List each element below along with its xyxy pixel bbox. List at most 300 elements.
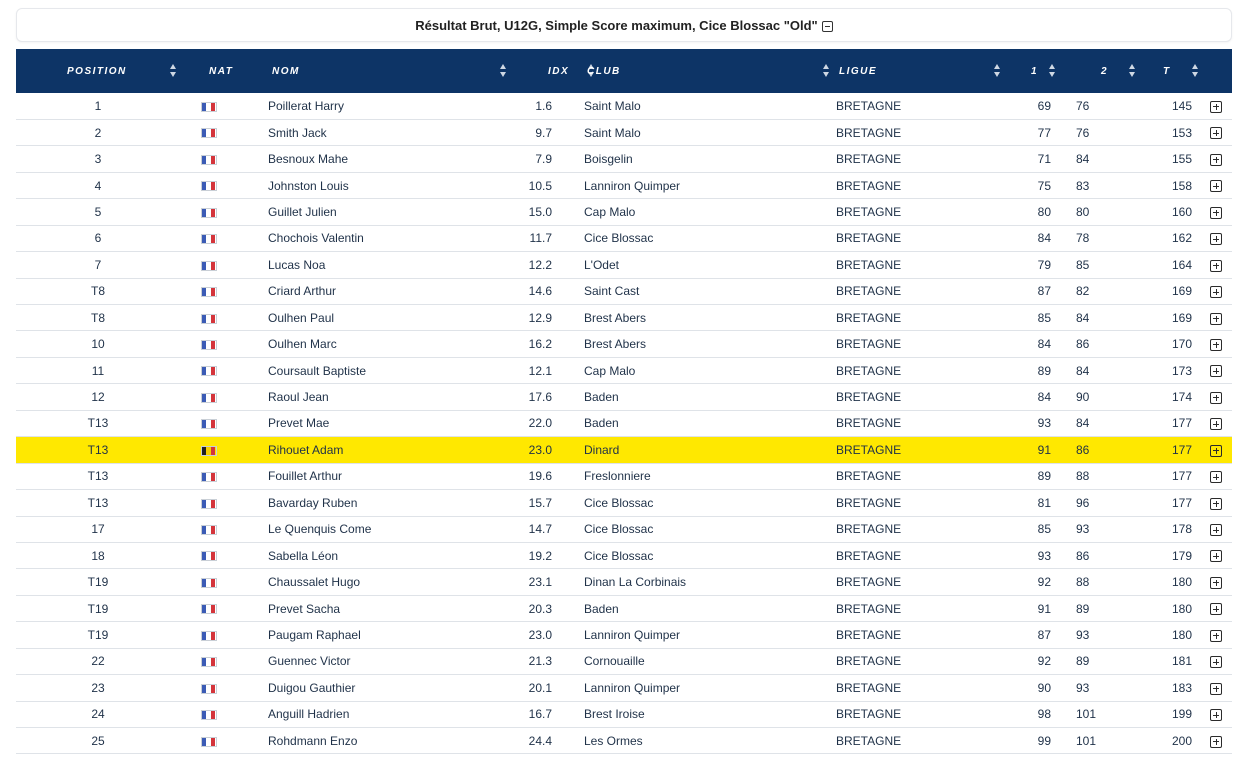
cell-round1: 79	[1037, 257, 1051, 272]
cell-total: 180	[1171, 575, 1192, 590]
flag-france-icon	[201, 287, 217, 297]
flag-stripe	[211, 420, 216, 428]
cell-round1: 84	[1037, 337, 1051, 352]
table-row[interactable]	[16, 542, 1232, 568]
cell-idx: 20.1	[528, 680, 552, 695]
cell-nat	[180, 357, 268, 383]
flag-belgium-icon	[201, 446, 217, 456]
expand-icon[interactable]	[1210, 498, 1222, 510]
expand-icon[interactable]	[1210, 550, 1222, 562]
cell-nat	[180, 384, 268, 410]
flag-france-icon	[201, 314, 217, 324]
cell-round2: 82	[1076, 284, 1090, 299]
cell-idx: 19.6	[528, 469, 552, 484]
cell-idx: 12.2	[528, 257, 552, 272]
cell-round1: 80	[1037, 204, 1051, 219]
cell-round1: 93	[1037, 416, 1051, 431]
expand-icon[interactable]	[1210, 630, 1222, 642]
cell-position: 22	[91, 654, 105, 669]
cell-expand[interactable]	[1200, 225, 1232, 251]
cell-round1: 90	[1037, 680, 1051, 695]
cell-expand[interactable]	[1200, 410, 1232, 436]
cell-club: L'Odet	[584, 257, 619, 272]
cell-position: T19	[87, 601, 109, 616]
column-header-ligue[interactable]	[836, 49, 1006, 93]
cell-ligue: BRETAGNE	[836, 152, 902, 167]
cell-ligue: BRETAGNE	[836, 654, 902, 669]
cell-name: Chaussalet Hugo	[268, 575, 361, 590]
expand-icon[interactable]	[1210, 154, 1222, 166]
cell-expand[interactable]	[1200, 331, 1232, 357]
column-header-idx[interactable]	[504, 49, 584, 93]
cell-idx: 23.0	[528, 627, 552, 642]
cell-round1: 85	[1037, 310, 1051, 325]
cell-position: T8	[90, 284, 105, 299]
cell-ligue: BRETAGNE	[836, 548, 902, 563]
flag-stripe	[211, 500, 216, 508]
cell-position: 5	[94, 204, 102, 219]
table-row[interactable]	[16, 569, 1232, 595]
cell-expand[interactable]	[1200, 305, 1232, 331]
table-row[interactable]	[16, 357, 1232, 383]
cell-idx: 20.3	[528, 601, 552, 616]
table-row[interactable]	[16, 199, 1232, 225]
cell-expand[interactable]	[1200, 463, 1232, 489]
cell-round1: 99	[1037, 733, 1051, 748]
cell-round2: 84	[1076, 416, 1090, 431]
flag-france-icon	[201, 340, 217, 350]
cell-nat	[180, 172, 268, 198]
cell-round1: 89	[1037, 469, 1051, 484]
cell-position: 10	[91, 337, 105, 352]
expand-icon[interactable]	[1210, 392, 1222, 404]
cell-ligue: BRETAGNE	[836, 416, 902, 431]
cell-club: Boisgelin	[584, 152, 633, 167]
cell-expand[interactable]	[1200, 569, 1232, 595]
cell-expand[interactable]	[1200, 357, 1232, 383]
table-row[interactable]	[16, 305, 1232, 331]
flag-france-icon	[201, 499, 217, 509]
cell-nat	[180, 516, 268, 542]
flag-france-icon	[201, 155, 217, 165]
flag-stripe	[211, 182, 216, 190]
cell-nat	[180, 410, 268, 436]
flag-stripe	[211, 394, 216, 402]
cell-total: 199	[1171, 707, 1192, 722]
table-row[interactable]	[16, 701, 1232, 727]
column-header-expand	[1200, 49, 1232, 93]
cell-name: Bavarday Ruben	[268, 495, 358, 510]
flag-france-icon	[201, 551, 217, 561]
cell-club: Baden	[584, 601, 619, 616]
table-row[interactable]	[16, 463, 1232, 489]
cell-position: T8	[90, 310, 105, 325]
cell-idx: 11.7	[529, 231, 552, 246]
cell-round2: 90	[1076, 390, 1090, 405]
cell-position: T19	[87, 575, 109, 590]
cell-expand[interactable]	[1200, 516, 1232, 542]
table-row[interactable]	[16, 252, 1232, 278]
cell-round2: 101	[1076, 707, 1097, 722]
cell-nat	[180, 146, 268, 172]
cell-total: 183	[1171, 680, 1192, 695]
cell-total: 177	[1171, 469, 1192, 484]
cell-expand[interactable]	[1200, 542, 1232, 568]
cell-club: Lanniron Quimper	[584, 680, 681, 695]
cell-ligue: BRETAGNE	[836, 257, 902, 272]
cell-position: 23	[91, 680, 105, 695]
cell-total: 178	[1171, 522, 1192, 537]
collapse-icon[interactable]	[822, 21, 833, 32]
cell-expand[interactable]	[1200, 595, 1232, 621]
cell-position: 6	[94, 231, 102, 246]
results-body	[16, 93, 1232, 754]
cell-nat	[180, 542, 268, 568]
column-label-idx: IDX	[548, 66, 570, 77]
cell-nat	[180, 331, 268, 357]
cell-nat	[180, 569, 268, 595]
cell-name: Guennec Victor	[268, 654, 351, 669]
cell-position: 17	[91, 522, 105, 537]
cell-club: Cap Malo	[584, 363, 636, 378]
cell-name: Criard Arthur	[268, 284, 337, 299]
cell-club: Brest Iroise	[584, 707, 645, 722]
flag-france-icon	[201, 631, 217, 641]
cell-idx: 17.6	[528, 390, 552, 405]
flag-france-icon	[201, 657, 217, 667]
cell-ligue: BRETAGNE	[836, 337, 902, 352]
sort-icon[interactable]	[1049, 64, 1056, 77]
cell-round2: 86	[1076, 548, 1090, 563]
flag-stripe	[211, 341, 216, 349]
table-row[interactable]	[16, 278, 1232, 304]
expand-icon[interactable]	[1210, 445, 1222, 457]
cell-ligue: BRETAGNE	[836, 390, 902, 405]
cell-round1: 75	[1037, 178, 1051, 193]
cell-club: Brest Abers	[584, 310, 647, 325]
cell-nat	[180, 701, 268, 727]
cell-idx: 14.6	[528, 284, 552, 299]
table-row[interactable]	[16, 225, 1232, 251]
cell-total: 160	[1171, 204, 1192, 219]
cell-total: 180	[1171, 627, 1192, 642]
cell-total: 162	[1171, 231, 1192, 246]
expand-icon[interactable]	[1210, 260, 1222, 272]
cell-expand[interactable]	[1200, 119, 1232, 145]
cell-club: Saint Malo	[584, 125, 641, 140]
expand-icon[interactable]	[1210, 207, 1222, 219]
table-row[interactable]	[16, 595, 1232, 621]
flag-france-icon	[201, 181, 217, 191]
expand-icon[interactable]	[1210, 101, 1222, 113]
cell-nat	[180, 93, 268, 119]
cell-round2: 78	[1076, 231, 1090, 246]
cell-idx: 22.0	[528, 416, 552, 431]
sort-icon[interactable]	[823, 64, 830, 77]
cell-position: T13	[87, 442, 109, 457]
table-row[interactable]	[16, 675, 1232, 701]
table-row[interactable]	[16, 648, 1232, 674]
cell-position: 24	[91, 707, 105, 722]
flag-france-icon	[201, 393, 217, 403]
table-row[interactable]	[16, 410, 1232, 436]
cell-ligue: BRETAGNE	[836, 442, 902, 457]
cell-expand[interactable]	[1200, 490, 1232, 516]
cell-club: Cice Blossac	[584, 231, 654, 246]
cell-ligue: BRETAGNE	[836, 680, 902, 695]
cell-name: Lucas Noa	[268, 257, 326, 272]
cell-name: Paugam Raphael	[268, 627, 361, 642]
cell-round1: 92	[1037, 654, 1051, 669]
cell-name: Johnston Louis	[268, 178, 349, 193]
cell-total: 174	[1171, 390, 1192, 405]
flag-stripe	[211, 579, 216, 587]
results-table	[16, 49, 1232, 754]
cell-idx: 14.7	[528, 522, 552, 537]
cell-ligue: BRETAGNE	[836, 310, 902, 325]
flag-france-icon	[201, 366, 217, 376]
cell-ligue: BRETAGNE	[836, 98, 902, 113]
cell-round1: 91	[1037, 442, 1051, 457]
expand-icon[interactable]	[1210, 286, 1222, 298]
flag-stripe	[211, 367, 216, 375]
expand-icon[interactable]	[1210, 418, 1222, 430]
cell-name: Chochois Valentin	[268, 231, 364, 246]
cell-round2: 96	[1076, 495, 1090, 510]
cell-nat	[180, 728, 268, 754]
cell-expand[interactable]	[1200, 622, 1232, 648]
cell-name: Smith Jack	[268, 125, 327, 140]
expand-icon[interactable]	[1210, 736, 1222, 748]
column-label-total: T	[1163, 66, 1171, 77]
expand-icon[interactable]	[1210, 365, 1222, 377]
flag-stripe	[211, 262, 216, 270]
cell-total: 173	[1171, 363, 1192, 378]
cell-idx: 24.4	[528, 733, 552, 748]
sort-icon[interactable]	[994, 64, 1001, 77]
cell-ligue: BRETAGNE	[836, 204, 902, 219]
cell-expand[interactable]	[1200, 675, 1232, 701]
cell-round2: 88	[1076, 575, 1090, 590]
column-header-nom[interactable]	[268, 49, 504, 93]
table-row[interactable]	[16, 146, 1232, 172]
cell-round2: 85	[1076, 257, 1090, 272]
cell-nat	[180, 622, 268, 648]
flag-france-icon	[201, 737, 217, 747]
cell-round1: 84	[1037, 231, 1051, 246]
cell-ligue: BRETAGNE	[836, 575, 902, 590]
expand-icon[interactable]	[1210, 313, 1222, 325]
cell-round1: 87	[1037, 627, 1051, 642]
flag-france-icon	[201, 419, 217, 429]
cell-name: Guillet Julien	[268, 204, 337, 219]
cell-round1: 85	[1037, 522, 1051, 537]
cell-idx: 16.2	[528, 337, 552, 352]
expand-icon[interactable]	[1210, 180, 1222, 192]
cell-idx: 12.9	[528, 310, 552, 325]
sort-icon[interactable]	[170, 64, 177, 77]
cell-club: Saint Cast	[584, 284, 640, 299]
cell-name: Besnoux Mahe	[268, 152, 349, 167]
cell-idx: 7.9	[535, 152, 552, 167]
sort-icon[interactable]	[1192, 64, 1199, 77]
table-row[interactable]	[16, 93, 1232, 119]
cell-round2: 89	[1076, 601, 1090, 616]
table-row[interactable]	[16, 119, 1232, 145]
flag-stripe	[211, 473, 216, 481]
cell-round2: 84	[1076, 363, 1090, 378]
cell-expand[interactable]	[1200, 437, 1232, 463]
cell-position: 2	[94, 125, 102, 140]
cell-nat	[180, 463, 268, 489]
cell-position: 18	[91, 548, 105, 563]
cell-club: Freslonniere	[584, 469, 651, 484]
cell-position: T13	[87, 469, 109, 484]
cell-position: 12	[91, 390, 105, 405]
column-header-club[interactable]	[584, 49, 836, 93]
cell-round2: 89	[1076, 654, 1090, 669]
cell-total: 177	[1171, 495, 1192, 510]
cell-idx: 23.1	[528, 575, 552, 590]
table-row[interactable]	[16, 622, 1232, 648]
expand-icon[interactable]	[1210, 339, 1222, 351]
table-row[interactable]	[16, 331, 1232, 357]
flag-stripe	[211, 103, 216, 111]
table-row[interactable]	[16, 384, 1232, 410]
cell-round1: 69	[1037, 98, 1051, 113]
flag-stripe	[211, 129, 216, 137]
cell-ligue: BRETAGNE	[836, 601, 902, 616]
cell-expand[interactable]	[1200, 278, 1232, 304]
cell-expand[interactable]	[1200, 701, 1232, 727]
cell-name: Le Quenquis Come	[268, 522, 372, 537]
cell-round2: 93	[1076, 522, 1090, 537]
cell-nat	[180, 675, 268, 701]
flag-stripe	[211, 209, 216, 217]
column-label-ligue: LIGUE	[839, 66, 878, 77]
cell-ligue: BRETAGNE	[836, 707, 902, 722]
cell-idx: 10.5	[528, 178, 552, 193]
cell-idx: 15.7	[528, 495, 552, 510]
cell-position: 7	[94, 257, 102, 272]
column-header-round1[interactable]	[1006, 49, 1059, 93]
column-label-nom: NOM	[272, 66, 300, 77]
cell-expand[interactable]	[1200, 93, 1232, 119]
table-row[interactable]	[16, 728, 1232, 754]
cell-round2: 76	[1076, 125, 1090, 140]
cell-club: Cice Blossac	[584, 522, 654, 537]
expand-icon[interactable]	[1210, 471, 1222, 483]
cell-total: 155	[1171, 152, 1192, 167]
table-row[interactable]	[16, 490, 1232, 516]
cell-club: Dinan La Corbinais	[584, 575, 687, 590]
cell-club: Cap Malo	[584, 204, 636, 219]
cell-total: 179	[1171, 548, 1192, 563]
cell-round2: 76	[1076, 98, 1090, 113]
flag-stripe	[211, 447, 216, 455]
cell-round1: 77	[1037, 125, 1051, 140]
sort-icon[interactable]	[1129, 64, 1136, 77]
table-row[interactable]	[16, 437, 1232, 463]
table-row[interactable]	[16, 516, 1232, 542]
cell-round2: 84	[1076, 152, 1090, 167]
expand-icon[interactable]	[1210, 127, 1222, 139]
cell-ligue: BRETAGNE	[836, 231, 902, 246]
cell-position: 11	[91, 363, 105, 378]
cell-total: 145	[1171, 98, 1192, 113]
cell-idx: 9.7	[535, 125, 552, 140]
cell-total: 153	[1171, 125, 1192, 140]
column-header-total[interactable]	[1141, 49, 1200, 93]
cell-name: Fouillet Arthur	[268, 469, 343, 484]
results-title-bar	[16, 8, 1232, 42]
column-header-round2[interactable]	[1059, 49, 1141, 93]
expand-icon[interactable]	[1210, 233, 1222, 245]
cell-ligue: BRETAGNE	[836, 125, 902, 140]
cell-club: Brest Abers	[584, 337, 647, 352]
cell-club: Baden	[584, 416, 619, 431]
flag-france-icon	[201, 102, 217, 112]
cell-expand[interactable]	[1200, 252, 1232, 278]
flag-stripe	[211, 605, 216, 613]
cell-expand[interactable]	[1200, 384, 1232, 410]
cell-club: Saint Malo	[584, 98, 641, 113]
flag-stripe	[211, 288, 216, 296]
cell-round2: 84	[1076, 310, 1090, 325]
column-header-position[interactable]	[16, 49, 180, 93]
flag-france-icon	[201, 261, 217, 271]
cell-round1: 81	[1037, 495, 1051, 510]
cell-round1: 71	[1037, 152, 1051, 167]
cell-position: T13	[87, 416, 109, 431]
cell-round2: 80	[1076, 204, 1090, 219]
cell-round1: 84	[1037, 390, 1051, 405]
cell-total: 170	[1171, 337, 1192, 352]
cell-name: Rohdmann Enzo	[268, 733, 358, 748]
cell-idx: 1.6	[535, 98, 552, 113]
cell-nat	[180, 305, 268, 331]
table-row[interactable]	[16, 172, 1232, 198]
expand-icon[interactable]	[1210, 577, 1222, 589]
cell-round1: 91	[1037, 601, 1051, 616]
expand-icon[interactable]	[1210, 603, 1222, 615]
expand-icon[interactable]	[1210, 709, 1222, 721]
cell-expand[interactable]	[1200, 172, 1232, 198]
cell-idx: 12.1	[528, 363, 552, 378]
cell-ligue: BRETAGNE	[836, 522, 902, 537]
cell-idx: 19.2	[528, 548, 552, 563]
cell-round2: 83	[1076, 178, 1090, 193]
cell-expand[interactable]	[1200, 728, 1232, 754]
flag-france-icon	[201, 234, 217, 244]
cell-total: 180	[1171, 601, 1192, 616]
cell-ligue: BRETAGNE	[836, 178, 902, 193]
cell-position: 1	[94, 98, 102, 113]
cell-round2: 88	[1076, 469, 1090, 484]
cell-round2: 101	[1076, 733, 1097, 748]
cell-position: T19	[87, 627, 109, 642]
cell-expand[interactable]	[1200, 199, 1232, 225]
cell-round2: 86	[1076, 337, 1090, 352]
expand-icon[interactable]	[1210, 656, 1222, 668]
cell-expand[interactable]	[1200, 648, 1232, 674]
cell-expand[interactable]	[1200, 146, 1232, 172]
flag-stripe	[211, 552, 216, 560]
expand-icon[interactable]	[1210, 683, 1222, 695]
cell-club: Cornouaille	[584, 654, 645, 669]
cell-round1: 89	[1037, 363, 1051, 378]
expand-icon[interactable]	[1210, 524, 1222, 536]
